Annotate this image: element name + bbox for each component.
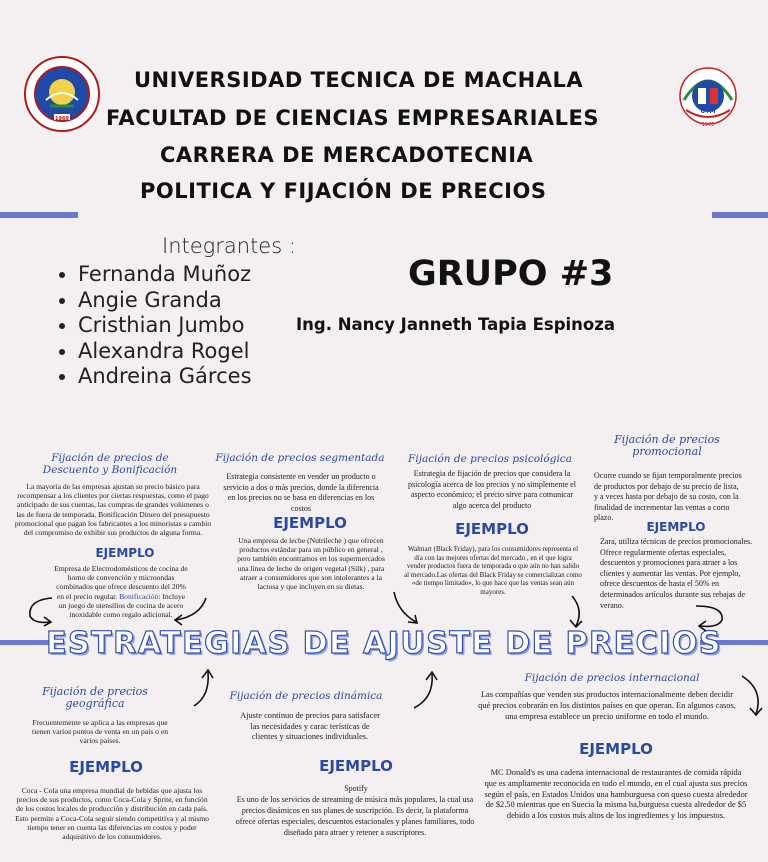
arrow-geografica xyxy=(190,666,216,710)
dinamica-example-text: Es uno de los servicios de streaming de música más populares, la cual usa precios dinámicos en sus planes de suscripción. Es decir, la plataforma ofrece ofertas especiales, descuentos estacionales y planes familiares, todo diseñado para atraer y retener a suscriptores. xyxy=(235,795,475,837)
utmach-logo xyxy=(24,56,100,132)
internacional-title: Fijación de precios internacional xyxy=(524,672,700,684)
segmentada-description: Estrategia consistente en vender un producto o servicio a dos o más precios, donde la diferencia en los precios no se basa en diferencias en los costos xyxy=(223,472,379,513)
promocional-title: Fijación de precios promocional xyxy=(614,433,720,458)
member-item: • Andreina Gárces xyxy=(78,364,252,390)
geografica-example-label: EJEMPLO xyxy=(69,758,143,776)
utmach-logo-year: 1969 xyxy=(55,116,69,122)
descuento-bonus-label: Bonificación xyxy=(119,591,159,601)
arrow-promocional-left xyxy=(566,592,588,632)
integrantes-title: Integrantes : xyxy=(162,234,296,258)
career-name: CARRERA DE MERCADOTECNIA xyxy=(160,143,534,167)
internacional-example-label: EJEMPLO xyxy=(579,740,653,758)
geografica-description: Frecuentemente se aplica a las empresas que tienen varios puntos de venta en un país o en varios países. xyxy=(31,718,169,746)
descuento-example xyxy=(54,564,188,619)
dinamica-example-title: Spotify xyxy=(344,784,368,793)
professor-name: Ing. Nancy Janneth Tapia Espinoza xyxy=(296,315,616,334)
dinamica-example-label: EJEMPLO xyxy=(319,757,393,775)
group-number: GRUPO #3 xyxy=(408,254,614,294)
internacional-example-text: MC Donald's es una cadena internacional de restaurantes de comida rápida que es ampliamente reconocida en todo el mundo, en el cual ajusta sus precios según el país, en Estados Unidos una hamburguesa con queso cuesta alrededor de $2.50 mientras que en Suecia la misma ha,burguesa cuesta alrededor de $5 debido a los costos más altos de los ingredientes y los impuestos. xyxy=(484,768,748,821)
psicologica-title: Fijación de precios psicológica xyxy=(408,453,572,465)
strategies-banner: ESTRATEGIAS DE AJUSTE DE PRECIOS xyxy=(46,626,722,661)
promocional-example-text: Zara, utiliza técnicas de precios promocionales. Ofrece regularmente ofertas especiales, descuentos y promociones para atraer a los clientes y aumentar las ventas. Por ejemplo, ofrece descuentos de hasta el 50% en determinados artículos durante sus rebajas de verano. xyxy=(600,537,753,610)
faculty-name: FACULTAD DE CIENCIAS EMPRESARIALES xyxy=(106,106,600,130)
arrow-descuento xyxy=(24,592,64,632)
dinamica-description: Ajuste continuo de precios para satisfacer las necesidades y carac terísticas de clientes y situaciones individuales. xyxy=(240,711,380,742)
arrow-psicologica xyxy=(390,588,424,628)
psicologica-example-text: Walmart (Black Friday), para los consumidores representa el día con las mejores ofertas del mercado , en el que logra vender productos fuera de temporada o que aún no han salido al mercado.Las ofertas del Black Friday se comercializan como «de tiempo limitado», lo que hace que las ventas sean aún mayores. xyxy=(404,545,582,596)
header-left-rule xyxy=(0,212,78,218)
member-item: • Angie Granda xyxy=(78,288,252,314)
faculty-logo-year: 1975 xyxy=(701,122,715,128)
faculty-logo xyxy=(672,66,744,132)
header-right-rule xyxy=(712,212,768,218)
dinamica-title: Fijación de precios dinámica xyxy=(229,690,383,702)
descuento-bonus-text: : Incluye un juego de utensilios de cocina de acero inoxidable como regalo adicional. xyxy=(58,591,186,620)
member-item: • Fernanda Muñoz xyxy=(78,262,252,288)
member-item: • Alexandra Rogel xyxy=(78,339,252,365)
segmentada-example-text: Una empresa de leche (Nutrileche ) que ofrecen productos estándar para un público en general , pero también encontramos en los supermercados una línea de leche de origen vegetal (Silk) , para atraer a consumidores que son intolerantes a la lactosa y que incluyen en su dietas. xyxy=(237,536,385,592)
arrow-internacional xyxy=(736,672,766,720)
descuento-example-text: Empresa de Electrodomésticos de cocina de horno de convención y microondas combinados que ofrece descuento del 20% en el precio regular. xyxy=(54,564,188,601)
course-name: POLITICA Y FIJACIÓN DE PRECIOS xyxy=(140,179,547,203)
members-list xyxy=(56,262,252,390)
descuento-example-label: EJEMPLO xyxy=(95,546,155,560)
geografica-title: Fijación de precios geográfica xyxy=(42,685,148,710)
geografica-example-text: Coca - Cola una empresa mundial de bebidas que ajusta los precios de sus productos, como Coca-Cola y Sprite, en función de los costos locales de producción y distribución en cada país. Esto permite a Coca-Cola seguir siendo competitiva y al mismo tiempo tener en cuenta las diferencias en costos y poder adquisitivo de los consumidores. xyxy=(15,786,209,842)
arrow-segmentada xyxy=(170,594,210,628)
faculty-logo-label: UTM xyxy=(700,108,716,115)
promocional-example-label: EJEMPLO xyxy=(646,520,706,534)
member-item: • Cristhian Jumbo xyxy=(78,313,252,339)
arrow-promocional xyxy=(690,600,730,634)
promocional-description: Ocurre cuando se fijan temporalmente precios de productos por debajo de su precio de lista, y a veces hasta por debajo de su costo, con la finalidad de incrementar las ventas a corto plazo. xyxy=(594,471,742,523)
internacional-description: Las compañías que venden sus productos internacionalmente deben decidir qué precios cobrarán en los distintos países en que operan. En algunos casos, una empresa establece un precio uniforme en todo el mundo. xyxy=(478,690,736,721)
descuento-description: La mayoría de las empresas ajustan su precio básico para recompensar a los clientes por ciertas respuestas, como el pago anticipado de sus cuentas, las compras de grandes volúmenes o las de fuera de temporada. Bonificación Dinero del presupuesto promocional que pagan los fabricantes a los minoristas a cambio del compromiso de exhibir sus productos de alguna forma. xyxy=(14,482,212,538)
university-name: UNIVERSIDAD TECNICA DE MACHALA xyxy=(134,68,584,92)
arrow-dinamica xyxy=(410,668,440,712)
segmentada-example-label: EJEMPLO xyxy=(273,514,347,532)
segmentada-title: Fijación de precios segmentada xyxy=(215,452,385,464)
descuento-title: Fijación de precios de Descuento y Bonificación xyxy=(42,452,178,476)
psicologica-description: Estrategia de fijación de precios que considera la psicología acerca de los precios y no simplemente el aspecto económico; el precio sirve para comunicar algo acerca del producto xyxy=(408,469,576,510)
psicologica-example-label: EJEMPLO xyxy=(455,520,529,538)
